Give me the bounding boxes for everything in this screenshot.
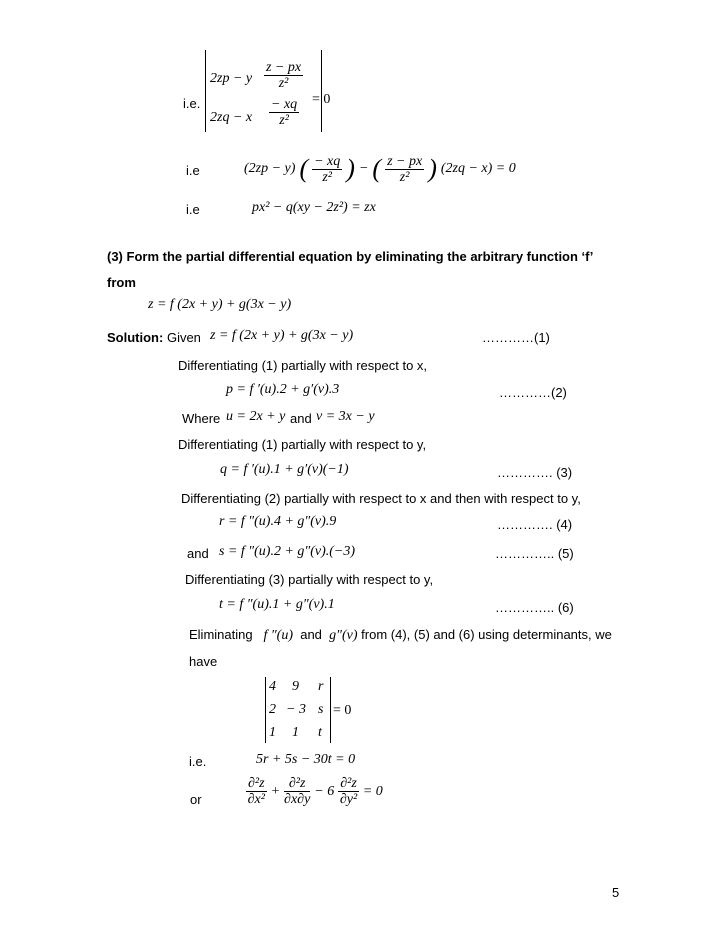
t-equation: t = f ″(u).1 + g″(v).1	[219, 597, 335, 612]
v-definition: v = 3x − y	[316, 409, 375, 424]
p-equation: p = f ′(u).2 + g′(v).3	[226, 382, 340, 397]
ie-label-4: i.e.	[189, 754, 207, 769]
page-number: 5	[612, 885, 620, 900]
elim-and-text: and	[300, 627, 322, 642]
pde-term-3: $\frac{\text{∂²z}}{\text{∂y²}}$	[339, 776, 358, 807]
eq1-tag: …………(1)	[482, 330, 550, 345]
s-equation: s = f ″(u).2 + g″(v).(−3)	[219, 544, 356, 559]
eq3-tag: …………. (3)	[497, 465, 573, 480]
diff-y-text: Differentiating (1) partially with respect to y,	[178, 437, 427, 452]
r-equation: r = f ″(u).4 + g″(v).9	[219, 514, 337, 529]
det2-r1c1: 4	[269, 679, 276, 694]
det1-eq: = 0	[312, 92, 331, 107]
eq5-tag: ………….. (5)	[495, 546, 574, 561]
problem-equation: z = f (2x + y) + g(3x − y)	[148, 297, 292, 312]
det1-r2c1: 2zq − x	[210, 110, 253, 125]
expansion-minus: −	[358, 161, 369, 176]
solution-given: Given	[166, 330, 201, 345]
u-definition: u = 2x + y	[226, 409, 286, 424]
eliminating-text: Eliminating	[189, 627, 253, 642]
expansion-frac-1: $\frac{- xq}{\text{z²}}$	[314, 153, 341, 185]
det2-r3c1: 1	[269, 725, 276, 740]
diff-2-text: Differentiating (2) partially with respect to x and then with respect to y,	[181, 491, 581, 506]
eq6-tag: ………….. (6)	[495, 600, 574, 615]
expansion-part-b: (2zq − x) = 0	[440, 161, 516, 176]
ie-label-1: i.e.	[183, 96, 201, 111]
ie-label-3: i.e	[186, 202, 200, 217]
pde-term-1: $\frac{\text{∂²z}}{\text{∂x²}}$	[247, 776, 265, 807]
where-text: Where	[182, 411, 221, 426]
have-text: have	[189, 654, 218, 669]
result-equation-2: 5r + 5s − 30t = 0	[256, 752, 356, 767]
det2-r1c2: 9	[292, 679, 299, 694]
elim-g-term: g″(v)	[329, 628, 358, 643]
and-text-2: and	[187, 546, 209, 561]
det2-r1c3: r	[318, 679, 324, 694]
det2-r3c2: 1	[292, 725, 299, 740]
det2-r3c3: t	[318, 725, 322, 740]
pde-term-2: $\frac{\text{∂²z}}{\partial x\partial y}$	[284, 776, 311, 807]
solution-label: Solution:	[107, 330, 164, 345]
expansion-line: (2zp − y) ( $\frac{- xq}{\text{z²}}$ ) − ( $\frac{z - px}{\text{z²}}$ ) (2zq − x) = 0	[244, 153, 516, 185]
and-text: and	[290, 411, 312, 426]
elim-f-term: f ″(u)	[263, 628, 293, 643]
or-text: or	[190, 792, 202, 807]
pde-plus: +	[270, 783, 281, 799]
det2-eq: = 0	[333, 703, 352, 718]
problem-heading-from: from	[107, 275, 136, 290]
diff-3-text: Differentiating (3) partially with respect to y,	[185, 572, 434, 587]
elim-rest-text: from (4), (5) and (6) using determinants, we	[361, 627, 612, 642]
diff-x-text: Differentiating (1) partially with respect to x,	[178, 358, 428, 373]
det1-r1c1: 2zp − y	[210, 71, 253, 86]
det2-r2c3: s	[318, 702, 324, 717]
expansion-part-a: (2zp − y)	[244, 161, 296, 176]
det2-r2c1: 2	[269, 702, 276, 717]
problem-heading: (3) Form the partial differential equation by eliminating the arbitrary function ‘f’	[107, 249, 594, 264]
eq4-tag: …………. (4)	[497, 517, 573, 532]
eliminating-line	[189, 627, 612, 644]
pde-minus: − 6	[314, 783, 335, 799]
pde-eq: = 0	[362, 783, 383, 799]
expansion-frac-2: $\frac{z - px}{\text{z²}}$	[387, 153, 423, 185]
det1-r1c2: $\frac{z - px}{\text{z²}}$	[266, 60, 302, 91]
q-equation: q = f ′(u).1 + g′(v)(−1)	[220, 462, 349, 477]
eq2-tag: …………(2)	[499, 385, 567, 400]
given-equation: z = f (2x + y) + g(3x − y)	[210, 328, 354, 343]
solution-line	[107, 330, 201, 345]
det1-r2c2: $\frac{- xq}{\text{z²}}$	[271, 97, 298, 128]
ie-label-2: i.e	[186, 163, 200, 178]
pde-final	[246, 776, 383, 807]
result-equation-1: px² − q(xy − 2z²) = zx	[252, 200, 376, 215]
det2-r2c2: − 3	[286, 702, 306, 717]
